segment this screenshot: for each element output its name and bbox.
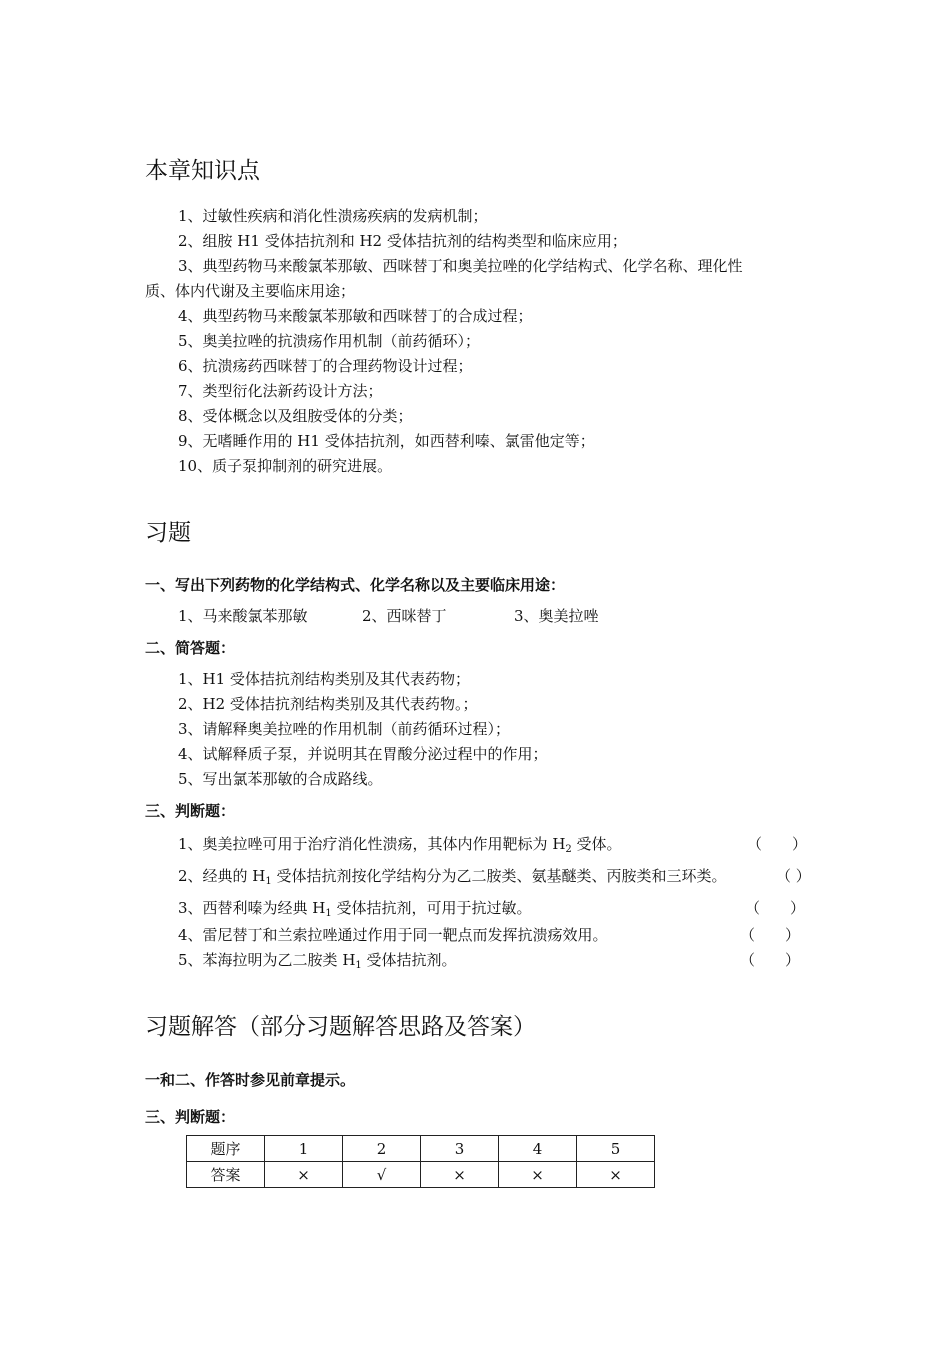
knowledge-item: 2、组胺 H1 受体拮抗剂和 H2 受体拮抗剂的结构类型和临床应用； [178, 232, 627, 250]
knowledge-item: 4、典型药物马来酸氯苯那敏和西咪替丁的合成过程； [178, 307, 533, 325]
table-cell: × [265, 1162, 343, 1188]
true-false-item [178, 833, 622, 855]
question-heading-2: 二、简答题： [145, 639, 236, 657]
answer-parentheses: （ ） [740, 951, 801, 969]
question-heading-1: 一、写出下列药物的化学结构式、化学名称以及主要临床用途： [145, 576, 566, 594]
tf-text: 受体拮抗剂。 [361, 951, 457, 969]
tf-text: 受体拮抗剂，可用于抗过敏。 [331, 899, 532, 917]
tf-subscript: 1 [265, 876, 272, 887]
knowledge-item: 1、过敏性疾病和消化性溃疡疾病的发病机制； [178, 207, 488, 225]
short-answer-item: 3、请解释奥美拉唑的作用机制（前药循环过程）； [178, 720, 511, 738]
table-cell: × [577, 1162, 655, 1188]
tf-text: 4、雷尼替丁和兰索拉唑通过作用于同一靶点而发挥抗溃疡效用。 [178, 926, 608, 944]
answer-table [186, 1135, 655, 1188]
tf-text: 2、经典的 H [178, 867, 266, 885]
tf-text: 1、奥美拉唑可用于治疗消化性溃疡，其体内作用靶标为 H [178, 835, 566, 853]
tf-text: 受体。 [571, 835, 622, 853]
table-cell: 2 [343, 1136, 421, 1162]
table-cell: 4 [499, 1136, 577, 1162]
knowledge-item: 6、抗溃疡药西咪替丁的合理药物设计过程； [178, 357, 473, 375]
knowledge-item: 9、无嗜睡作用的 H1 受体拮抗剂，如西替利嗪、氯雷他定等； [178, 432, 595, 450]
answer-parentheses: （ ） [740, 926, 801, 944]
knowledge-item: 3、典型药物马来酸氯苯那敏、西咪替丁和奥美拉唑的化学结构式、化学名称、理化性 [178, 257, 743, 275]
true-false-item [178, 924, 608, 946]
answer-parentheses: （ ） [776, 867, 811, 885]
knowledge-item-continuation: 质、体内代谢及主要临床用途； [145, 282, 356, 300]
knowledge-item: 7、类型衍化法新药设计方法； [178, 382, 383, 400]
drug-item: 3、奥美拉唑 [514, 607, 599, 625]
tf-text: 5、苯海拉明为乙二胺类 H [178, 951, 356, 969]
short-answer-item: 4、试解释质子泵，并说明其在胃酸分泌过程中的作用； [178, 745, 548, 763]
table-cell: 1 [265, 1136, 343, 1162]
tf-subscript: 2 [565, 844, 572, 855]
table-row [187, 1136, 655, 1162]
section-title-exercises: 习题 [145, 520, 191, 546]
knowledge-item: 8、受体概念以及组胺受体的分类； [178, 407, 413, 425]
answers-heading: 三、判断题： [145, 1108, 236, 1126]
table-cell: 5 [577, 1136, 655, 1162]
table-cell: × [499, 1162, 577, 1188]
table-cell: 3 [421, 1136, 499, 1162]
short-answer-item: 1、H1 受体拮抗剂结构类别及其代表药物； [178, 670, 470, 688]
short-answer-item: 2、H2 受体拮抗剂结构类别及其代表药物。； [178, 695, 478, 713]
short-answer-item: 5、写出氯苯那敏的合成路线。 [178, 770, 383, 788]
true-false-item [178, 897, 532, 919]
answers-note: 一和二、作答时参见前章提示。 [145, 1071, 356, 1089]
answer-parentheses: （ ） [745, 899, 806, 917]
table-cell: 答案 [187, 1162, 265, 1188]
knowledge-item: 10、质子泵抑制剂的研究进展。 [178, 457, 393, 475]
section-title-knowledge-points: 本章知识点 [145, 158, 260, 184]
tf-subscript: 1 [355, 960, 362, 971]
tf-text: 受体拮抗剂按化学结构分为乙二胺类、氨基醚类、丙胺类和三环类。 [271, 867, 727, 885]
true-false-item [178, 865, 727, 887]
section-title-answers: 习题解答（部分习题解答思路及答案） [145, 1014, 536, 1040]
knowledge-item: 5、奥美拉唑的抗溃疡作用机制（前药循环）； [178, 332, 481, 350]
table-cell: × [421, 1162, 499, 1188]
drug-item: 2、西咪替丁 [362, 607, 447, 625]
true-false-item [178, 949, 457, 971]
table-cell: 题序 [187, 1136, 265, 1162]
question-heading-3: 三、判断题： [145, 802, 236, 820]
tf-text: 3、西替利嗪为经典 H [178, 899, 326, 917]
table-cell: √ [343, 1162, 421, 1188]
table-row [187, 1162, 655, 1188]
tf-subscript: 1 [325, 908, 332, 919]
drug-item: 1、马来酸氯苯那敏 [178, 607, 308, 625]
answer-parentheses: （ ） [747, 835, 808, 853]
